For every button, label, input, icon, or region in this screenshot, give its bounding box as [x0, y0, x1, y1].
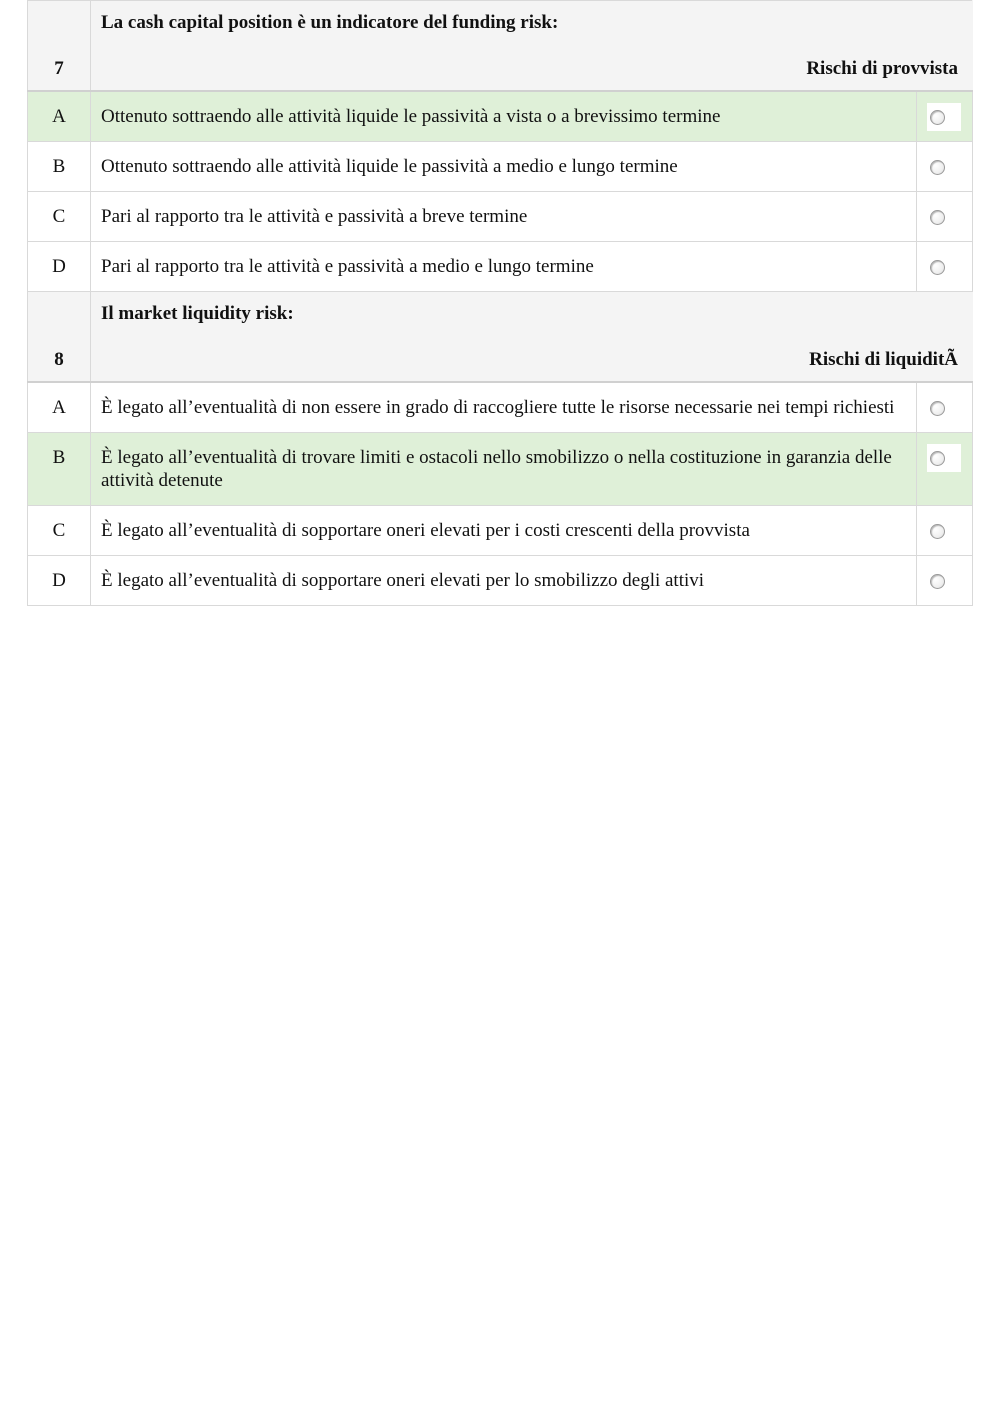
answer-radio[interactable] [930, 110, 945, 125]
answer-radio-cell [917, 192, 973, 242]
radio-frame [927, 203, 961, 231]
answer-letter: C [28, 506, 91, 556]
answer-row [28, 382, 973, 433]
answer-text: È legato all’eventualità di non essere in grado di raccogliere tutte le risorse necessarie nei tempi richiesti [91, 382, 917, 433]
answer-letter: D [28, 556, 91, 606]
answer-text: Pari al rapporto tra le attività e passività a breve termine [91, 192, 917, 242]
question-number: 8 [28, 292, 91, 383]
answer-text: Pari al rapporto tra le attività e passività a medio e lungo termine [91, 242, 917, 292]
answer-letter: D [28, 242, 91, 292]
question-category: Rischi di liquiditÃ [809, 349, 958, 370]
answer-text: Ottenuto sottraendo alle attività liquide le passività a medio e lungo termine [91, 142, 917, 192]
answer-radio[interactable] [930, 401, 945, 416]
question-cell [91, 292, 973, 383]
answer-radio[interactable] [930, 524, 945, 539]
question-category: Rischi di provvista [806, 58, 958, 79]
quiz-table [27, 0, 973, 606]
question-number: 7 [28, 1, 91, 92]
answer-row [28, 192, 973, 242]
answer-letter: B [28, 433, 91, 506]
answer-row [28, 142, 973, 192]
answer-radio-cell [917, 506, 973, 556]
answer-radio-cell [917, 142, 973, 192]
radio-frame [927, 103, 961, 131]
answer-row [28, 556, 973, 606]
answer-row [28, 91, 973, 142]
question-text: La cash capital position è un indicatore del funding risk: [101, 12, 559, 33]
answer-radio[interactable] [930, 160, 945, 175]
answer-radio[interactable] [930, 260, 945, 275]
answer-text: È legato all’eventualità di sopportare oneri elevati per i costi crescenti della provvista [91, 506, 917, 556]
question-row [28, 292, 973, 383]
answer-radio[interactable] [930, 210, 945, 225]
quiz-sheet [27, 0, 972, 606]
answer-radio-cell [917, 382, 973, 433]
answer-row [28, 433, 973, 506]
answer-row [28, 506, 973, 556]
radio-frame [927, 253, 961, 281]
answer-letter: A [28, 91, 91, 142]
answer-radio-cell [917, 433, 973, 506]
answer-text: È legato all’eventualità di trovare limiti e ostacoli nello smobilizzo o nella costituzione in garanzia delle attività detenute [91, 433, 917, 506]
answer-radio[interactable] [930, 574, 945, 589]
answer-radio-cell [917, 556, 973, 606]
answer-letter: A [28, 382, 91, 433]
radio-frame [927, 394, 961, 422]
radio-frame [927, 517, 961, 545]
answer-radio[interactable] [930, 451, 945, 466]
answer-letter: B [28, 142, 91, 192]
answer-text: È legato all’eventualità di sopportare oneri elevati per lo smobilizzo degli attivi [91, 556, 917, 606]
answer-row [28, 242, 973, 292]
question-cell [91, 1, 973, 92]
question-row [28, 1, 973, 92]
answer-radio-cell [917, 91, 973, 142]
answer-radio-cell [917, 242, 973, 292]
answer-text: Ottenuto sottraendo alle attività liquide le passività a vista o a brevissimo termine [91, 91, 917, 142]
answer-letter: C [28, 192, 91, 242]
radio-frame [927, 444, 961, 472]
radio-frame [927, 567, 961, 595]
radio-frame [927, 153, 961, 181]
question-text: Il market liquidity risk: [101, 303, 294, 324]
